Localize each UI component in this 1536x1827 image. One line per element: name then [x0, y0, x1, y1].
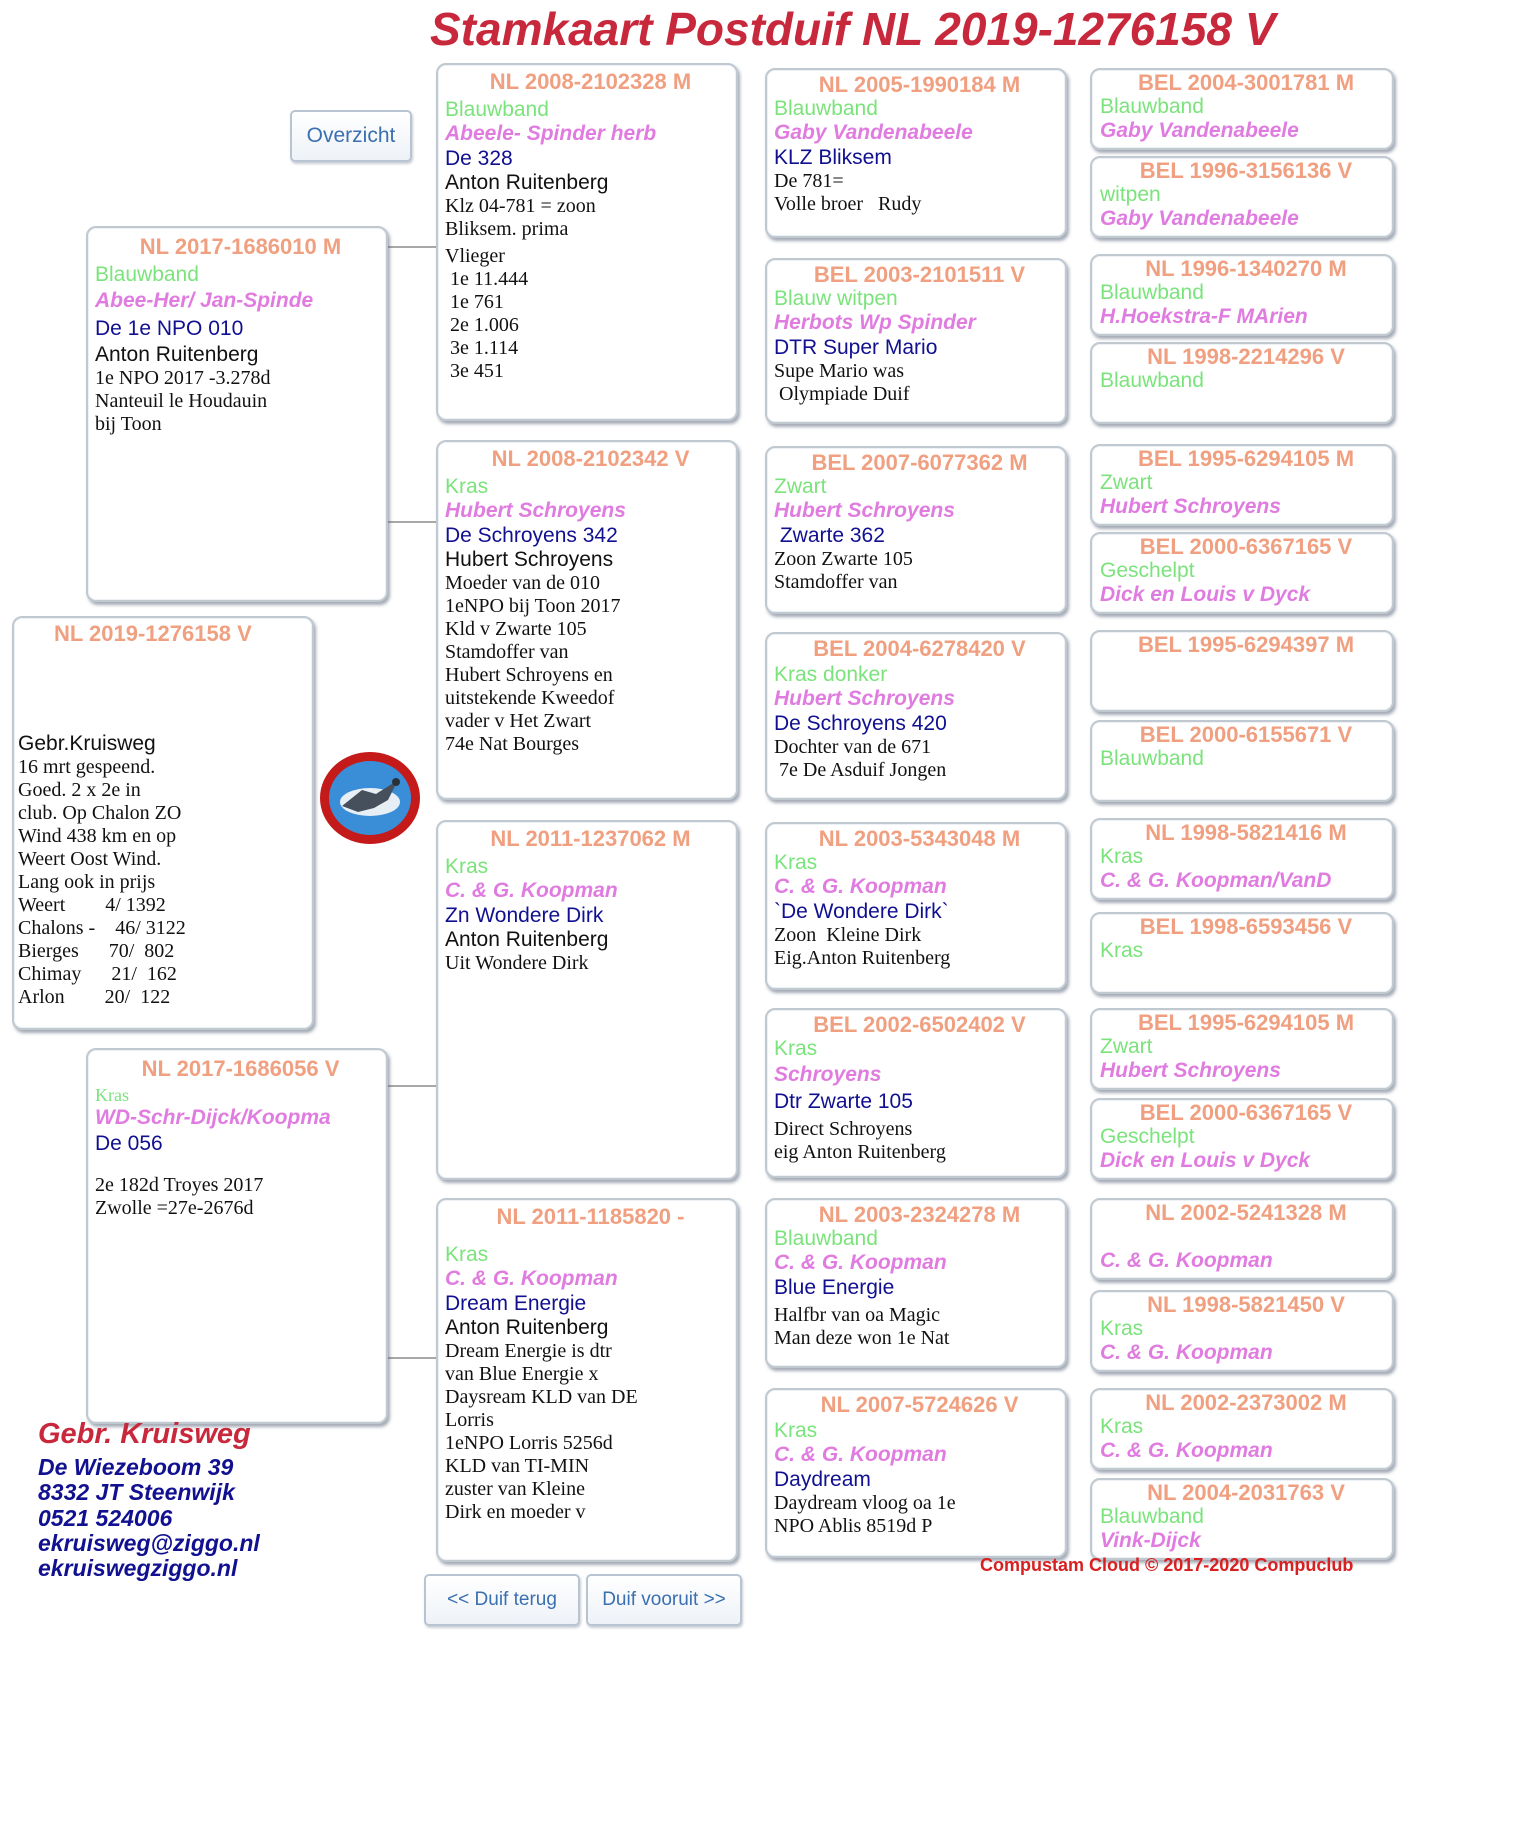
note-line: KLD van TI-MIN [445, 1454, 590, 1477]
gg-grandparent-card[interactable] [1090, 342, 1394, 424]
connector-line [388, 521, 436, 523]
father-ring-number: NL 2017-1686010 M [139, 234, 342, 259]
note-line: Daysream KLD van DE [445, 1385, 638, 1408]
gg-grandparent-card[interactable] [1090, 912, 1394, 994]
overview-button[interactable]: Overzicht [290, 110, 412, 162]
pigeon-name: Dtr Zwarte 105 [774, 1089, 913, 1113]
pigeon-color: Zwart [1100, 1035, 1153, 1059]
pigeon-color: Zwart [1100, 471, 1153, 495]
note-line: Hubert Schroyens en [445, 663, 613, 686]
connector-line [388, 1357, 436, 1359]
note-line: 3e 1.114 [445, 336, 519, 359]
pigeon-color: Kras [774, 1419, 818, 1443]
mother-notes [95, 1174, 386, 1220]
owner: Anton Ruitenberg [445, 927, 609, 951]
gg-grandparent-card[interactable] [1090, 1388, 1394, 1470]
ring-number: NL 2011-1237062 M [490, 826, 691, 851]
note-line: Arlon 20/ 122 [18, 986, 171, 1009]
pigeon-color: Kras [1100, 1415, 1144, 1439]
pigeon-name: Daydream [774, 1467, 871, 1491]
pigeon-color: Blauwband [1100, 281, 1204, 305]
note-line: Wind 438 km en op [18, 825, 177, 848]
note-line: Lang ook in prijs [18, 871, 156, 894]
breeder: Hubert Schroyens [1100, 495, 1281, 519]
ring-number: BEL 1995-6294105 M [1137, 446, 1355, 471]
pigeon-color: Blauwband [1100, 747, 1204, 771]
note-line: 16 mrt gespeend. [18, 756, 156, 779]
note-line: 1e 11.444 [445, 267, 529, 290]
breeder: Herbots Wp Spinder [774, 311, 976, 335]
ring-number: NL 2008-2102328 M [489, 69, 692, 94]
contact-address: De Wiezeboom 39 [38, 1454, 234, 1480]
breeder: C. & G. Koopman [445, 1267, 618, 1291]
note-line: De 781= [774, 169, 844, 192]
ring-number: BEL 2004-6278420 V [813, 636, 1026, 661]
pigeon-color: witpen [1100, 183, 1161, 207]
note-line: Nanteuil le Houdauin [95, 389, 268, 412]
gg-grandparent-card[interactable] [1090, 818, 1394, 900]
father-color: Blauwband [95, 263, 199, 287]
note-line: Uit Wondere Dirk [445, 951, 589, 974]
ring-number: BEL 1996-3156136 V [1139, 158, 1353, 183]
pigeon-name: `De Wondere Dirk` [774, 899, 949, 923]
ring-number: NL 2004-2031763 V [1147, 1480, 1345, 1505]
note-line: 1e NPO 2017 -3.278d [95, 366, 271, 389]
connector-line [388, 1085, 436, 1087]
note-line: Dirk en moeder v [445, 1500, 586, 1523]
breeder: Hubert Schroyens [445, 499, 626, 523]
mother-color: Kras [95, 1085, 129, 1106]
note-line: Stamdoffer van [774, 570, 898, 593]
note-line: Eig.Anton Ruitenberg [774, 946, 951, 969]
great-grandparent-card[interactable] [765, 822, 1067, 990]
note-line: 1e 761 [445, 290, 504, 313]
father-name: De 1e NPO 010 [95, 316, 244, 340]
note-line: NPO Ablis 8519d P [774, 1514, 933, 1537]
breeder: C. & G. Koopman [774, 1443, 947, 1467]
gg-grandparent-card[interactable] [1090, 444, 1394, 526]
ring-number: BEL 1995-6294105 M [1137, 1010, 1355, 1035]
notes [774, 548, 1065, 594]
gg-grandparent-card[interactable] [1090, 1008, 1394, 1090]
notes [445, 1340, 736, 1524]
notes [774, 170, 1065, 216]
note-line: 1eNPO bij Toon 2017 [445, 594, 621, 617]
subject-ring-number: NL 2019-1276158 V [54, 621, 252, 646]
ring-number: NL 2003-2324278 M [818, 1202, 1021, 1227]
ring-number: NL 2002-5241328 M [1145, 1200, 1347, 1225]
note-line: Bliksem. prima [445, 217, 569, 240]
great-grandparent-card[interactable] [765, 446, 1067, 614]
note-line: Zwolle =27e-2676d [95, 1197, 254, 1220]
pigeon-color: Kras [1100, 939, 1144, 963]
page-title: Stamkaart Postduif NL 2019-1276158 V [430, 3, 1276, 55]
note-line: Halfbr van oa Magic [774, 1303, 941, 1326]
breeder: C. & G. Koopman [774, 875, 947, 899]
pigeon-name: De 328 [445, 146, 513, 170]
pigeon-color: Blauwband [774, 1227, 878, 1251]
mother-card[interactable] [86, 1048, 388, 1424]
gg-grandparent-card[interactable] [1090, 1478, 1394, 1560]
pigeon-color: Kras [774, 851, 818, 875]
pigeon-color: Blauwband [445, 98, 549, 122]
breeder: Gaby Vandenabeele [774, 121, 973, 145]
mother-breeder: WD-Schr-Dijck/Koopma [95, 1105, 331, 1129]
gg-grandparent-card[interactable] [1090, 254, 1394, 336]
ring-number: NL 2003-5343048 M [818, 826, 1021, 851]
note-line: Olympiade Duif [774, 382, 910, 405]
gg-grandparent-card[interactable] [1090, 630, 1394, 712]
ring-number: BEL 2000-6367165 V [1139, 1100, 1353, 1125]
great-grandparent-card[interactable] [765, 632, 1067, 800]
note-line: Supe Mario was [774, 359, 904, 382]
pigeon-color: Blauwband [1100, 1505, 1204, 1529]
ring-number: NL 2005-1990184 M [818, 72, 1021, 97]
ring-number: NL 2011-1185820 - [496, 1204, 685, 1229]
subject-pigeon-card[interactable] [12, 616, 314, 1030]
father-card[interactable] [86, 226, 388, 602]
owner: Hubert Schroyens [445, 547, 614, 571]
pigeon-name: Dream Energie [445, 1291, 587, 1315]
breeder: C. & G. Koopman [1100, 1341, 1273, 1365]
pigeon-color: Kras [445, 475, 489, 499]
ring-number: NL 2007-5724626 V [820, 1392, 1019, 1417]
ring-number: BEL 1998-6593456 V [1139, 914, 1353, 939]
owner: Anton Ruitenberg [445, 1315, 609, 1339]
pigeon-color: Kras [445, 1243, 489, 1267]
footer-copyright: Compustam Cloud © 2017-2020 Compuclub [980, 1555, 1354, 1575]
note-line: Zoon Zwarte 105 [774, 547, 913, 570]
note-line: Chimay 21/ 162 [18, 963, 177, 986]
gg-grandparent-card[interactable] [1090, 532, 1394, 614]
father-breeder: Abee-Her/ Jan-Spinde [95, 289, 314, 313]
great-grandparent-card[interactable] [765, 258, 1067, 424]
note-line: 74e Nat Bourges [445, 732, 580, 755]
contact-name: Gebr. Kruisweg [38, 1418, 251, 1450]
pigeon-color: Kras [1100, 1317, 1144, 1341]
ring-number: NL 1998-5821416 M [1145, 820, 1347, 845]
father-owner: Anton Ruitenberg [95, 342, 259, 366]
grandparent-card[interactable] [436, 820, 738, 1180]
note-line: 2e 182d Troyes 2017 [95, 1174, 264, 1197]
connector-line [388, 246, 436, 248]
pigeon-color: Blauwband [1100, 95, 1204, 119]
notes [774, 924, 1065, 970]
breeder: Abeele- Spinder herb [445, 122, 657, 146]
great-grandparent-card[interactable] [765, 1388, 1067, 1558]
note-line: Bierges 70/ 802 [18, 940, 175, 963]
breeder: Gaby Vandenabeele [1100, 207, 1299, 231]
note-line: bij Toon [95, 412, 162, 435]
notes [774, 736, 1065, 782]
breeder: Vink-Dijck [1100, 1529, 1201, 1553]
note-line: Stamdoffer van [445, 640, 569, 663]
notes [445, 952, 736, 975]
owner: Anton Ruitenberg [445, 170, 609, 194]
great-grandparent-card[interactable] [765, 68, 1067, 238]
gg-grandparent-card[interactable] [1090, 1098, 1394, 1180]
grandparent-card[interactable] [436, 440, 738, 800]
ring-number: BEL 2004-3001781 M [1137, 70, 1355, 95]
mother-name: De 056 [95, 1132, 163, 1156]
great-grandparent-card[interactable] [765, 1008, 1067, 1178]
note-line: Lorris [445, 1408, 494, 1431]
pigeon-color: Geschelpt [1100, 559, 1195, 583]
note-line: Kld v Zwarte 105 [445, 617, 587, 640]
father-notes [95, 367, 386, 436]
note-line: zuster van Kleine [445, 1477, 585, 1500]
grandparent-card[interactable] [436, 1198, 738, 1562]
mother-ring-number: NL 2017-1686056 V [141, 1056, 340, 1081]
note-line: 2e 1.006 [445, 313, 519, 336]
note-line: 1eNPO Lorris 5256d [445, 1431, 613, 1454]
note-line: uitstekende Kweedof [445, 686, 615, 709]
notes [774, 1492, 1065, 1538]
pigeon-name: Zwarte 362 [774, 523, 885, 547]
note-line: Weert Oost Wind. [18, 848, 162, 871]
notes [445, 195, 736, 383]
note-line: eig Anton Ruitenberg [774, 1140, 946, 1163]
ring-number: BEL 2000-6155671 V [1139, 722, 1353, 747]
gg-grandparent-card[interactable] [1090, 1290, 1394, 1372]
breeder: Gaby Vandenabeele [1100, 119, 1299, 143]
ring-number: NL 2008-2102342 V [491, 446, 690, 471]
breeder: C. & G. Koopman [774, 1251, 947, 1275]
note-line: Man deze won 1e Nat [774, 1326, 950, 1349]
note-line: Direct Schroyens [774, 1117, 913, 1140]
subject-notes [18, 756, 312, 1009]
pigeon-name: KLZ Bliksem [774, 145, 892, 169]
ring-number: NL 1998-2214296 V [1147, 344, 1345, 369]
notes [774, 360, 1065, 406]
note-line: Moeder van de 010 [445, 571, 600, 594]
pigeon-color: Kras [774, 1037, 818, 1061]
pigeon-name: DTR Super Mario [774, 335, 938, 359]
note-line: van Blue Energie x [445, 1362, 599, 1385]
ring-number: NL 2002-2373002 M [1145, 1390, 1347, 1415]
note-line: vader v Het Zwart [445, 709, 592, 732]
note-line: Dream Energie is dtr [445, 1339, 612, 1362]
pigeon-name: De Schroyens 342 [445, 523, 618, 547]
breeder: C. & G. Koopman [1100, 1249, 1273, 1273]
subject-owner: Gebr.Kruisweg [18, 732, 156, 756]
next-pigeon-button[interactable]: Duif vooruit >> [586, 1574, 742, 1626]
note-line: Dochter van de 671 [774, 735, 932, 758]
pigeon-color: Kras [445, 855, 489, 879]
ring-number: BEL 2003-2101511 V [813, 262, 1026, 287]
contact-city: 8332 JT Steenwijk [38, 1479, 235, 1506]
note-line: Klz 04-781 = zoon [445, 194, 596, 217]
note-line: club. Op Chalon ZO [18, 802, 182, 825]
gg-grandparent-card[interactable] [1090, 156, 1394, 238]
ring-number: NL 1998-5821450 V [1147, 1292, 1345, 1317]
note-line: 7e De Asduif Jongen [774, 758, 947, 781]
contact-phone: 0521 524006 [38, 1504, 173, 1531]
breeder: H.Hoekstra-F MArien [1100, 305, 1308, 329]
breeder: C. & G. Koopman [1100, 1439, 1273, 1463]
pigeon-color: Kras [1100, 845, 1144, 869]
compustam-logo [318, 750, 422, 846]
ring-number: BEL 2002-6502402 V [813, 1012, 1026, 1037]
notes [445, 572, 736, 756]
breeder: C. & G. Koopman [445, 879, 618, 903]
breeder: Hubert Schroyens [1100, 1059, 1281, 1083]
contact-website[interactable]: ekruiswegziggo.nl [38, 1555, 238, 1582]
contact-block [38, 1418, 260, 1581]
note-line: Volle broer Rudy [774, 192, 922, 215]
breeder: C. & G. Koopman/VanD [1100, 869, 1332, 893]
grandparent-card[interactable] [436, 63, 738, 421]
note-line: 3e 451 [445, 359, 504, 382]
note-line: Daydream vloog oa 1e [774, 1491, 956, 1514]
pigeon-color: Kras donker [774, 663, 888, 687]
breeder: Hubert Schroyens [774, 687, 955, 711]
note-line: Weert 4/ 1392 [18, 894, 166, 917]
notes [774, 1118, 1065, 1164]
breeder: Dick en Louis v Dyck [1100, 583, 1311, 607]
note-line: Goed. 2 x 2e in [18, 779, 141, 802]
note-line: Vlieger [445, 244, 505, 267]
contact-email[interactable]: ekruisweg@ziggo.nl [38, 1529, 260, 1556]
pigeon-color: Blauw witpen [774, 287, 898, 311]
notes [774, 1304, 1065, 1350]
pigeon-name: Blue Energie [774, 1275, 895, 1299]
pigeon-name: Zn Wondere Dirk [445, 903, 604, 927]
ring-number: BEL 2000-6367165 V [1139, 534, 1353, 559]
breeder: Hubert Schroyens [774, 499, 955, 523]
breeder: Dick en Louis v Dyck [1100, 1149, 1311, 1173]
pigeon-color: Blauwband [1100, 369, 1204, 393]
pigeon-color: Zwart [774, 475, 827, 499]
pigeon-name: De Schroyens 420 [774, 711, 947, 735]
pigeon-color: Blauwband [774, 97, 878, 121]
note-line: Chalons - 46/ 3122 [18, 917, 186, 940]
ring-number: BEL 2007-6077362 M [811, 450, 1028, 475]
gg-grandparent-card[interactable] [1090, 68, 1394, 150]
gg-grandparent-card[interactable] [1090, 720, 1394, 802]
pigeon-color [1100, 1225, 1392, 1249]
pigeon-color: Geschelpt [1100, 1125, 1195, 1149]
breeder: Schroyens [774, 1063, 882, 1087]
previous-pigeon-button[interactable]: << Duif terug [424, 1574, 580, 1626]
ring-number: BEL 1995-6294397 M [1137, 632, 1355, 657]
gg-grandparent-card[interactable] [1090, 1198, 1394, 1280]
great-grandparent-card[interactable] [765, 1198, 1067, 1368]
note-line: Zoon Kleine Dirk [774, 923, 922, 946]
ring-number: NL 1996-1340270 M [1145, 256, 1347, 281]
